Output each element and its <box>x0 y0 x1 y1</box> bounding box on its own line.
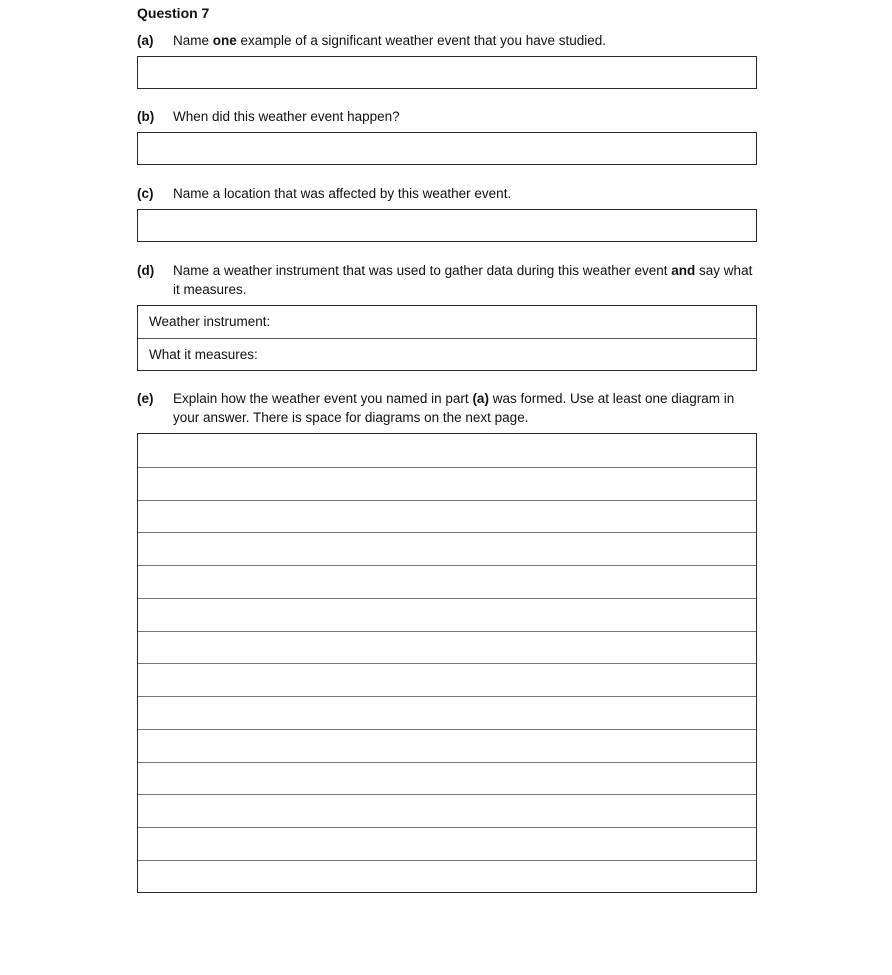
part-c-prompt <box>137 184 762 203</box>
part-d-text <box>173 261 762 299</box>
part-a-text-bold: one <box>212 33 237 48</box>
answer-line[interactable] <box>138 467 756 500</box>
part-e-text-bold: (a) <box>472 391 489 406</box>
part-d-answer-table <box>137 305 757 371</box>
part-e-text-pre: Explain how the weather event you named in part <box>173 391 473 406</box>
answer-line[interactable] <box>138 434 756 467</box>
part-c-answer-box[interactable] <box>137 209 757 242</box>
answer-line[interactable] <box>138 532 756 565</box>
part-e-prompt <box>137 389 762 427</box>
answer-line[interactable] <box>138 860 756 893</box>
answer-line[interactable] <box>138 663 756 696</box>
part-d-text-post: say what it measures. <box>173 263 753 297</box>
part-a-text-pre: Name <box>173 33 213 48</box>
part-b-answer-box[interactable] <box>137 132 757 165</box>
part-e-text <box>173 389 762 427</box>
part-d-prompt <box>137 261 762 299</box>
part-e-text-post: was formed. Use at least one diagram in your answer. There is space for diagrams on the next page. <box>173 391 735 425</box>
answer-line[interactable] <box>138 565 756 598</box>
answer-line[interactable] <box>138 696 756 729</box>
what-it-measures-row[interactable] <box>138 338 756 370</box>
answer-line[interactable] <box>138 598 756 631</box>
answer-line[interactable] <box>138 500 756 533</box>
answer-line[interactable] <box>138 631 756 664</box>
part-d-text-bold: and <box>671 263 696 278</box>
part-b-text: When did this weather event happen? <box>173 109 400 124</box>
part-e-answer-area[interactable] <box>137 433 757 893</box>
part-a-prompt <box>137 31 762 50</box>
part-c-label: (c) <box>137 186 154 201</box>
part-a-label: (a) <box>137 33 154 48</box>
part-b-prompt <box>137 107 762 126</box>
answer-line[interactable] <box>138 762 756 795</box>
weather-instrument-row[interactable] <box>138 306 756 338</box>
part-a-text-post: example of a significant weather event that you have studied. <box>236 33 607 48</box>
part-d-label: (d) <box>137 263 155 278</box>
part-b-label: (b) <box>137 109 155 124</box>
part-e-label: (e) <box>137 391 154 406</box>
weather-instrument-label: Weather instrument: <box>149 314 271 329</box>
question-title: Question 7 <box>137 5 210 21</box>
part-a-text <box>173 31 762 50</box>
part-c-text: Name a location that was affected by this weather event. <box>173 186 512 201</box>
answer-line[interactable] <box>138 794 756 827</box>
answer-line[interactable] <box>138 827 756 860</box>
part-a-answer-box[interactable] <box>137 56 757 89</box>
answer-line[interactable] <box>138 729 756 762</box>
part-d-text-pre: Name a weather instrument that was used to gather data during this weather event <box>173 263 672 278</box>
what-it-measures-label: What it measures: <box>149 347 258 362</box>
